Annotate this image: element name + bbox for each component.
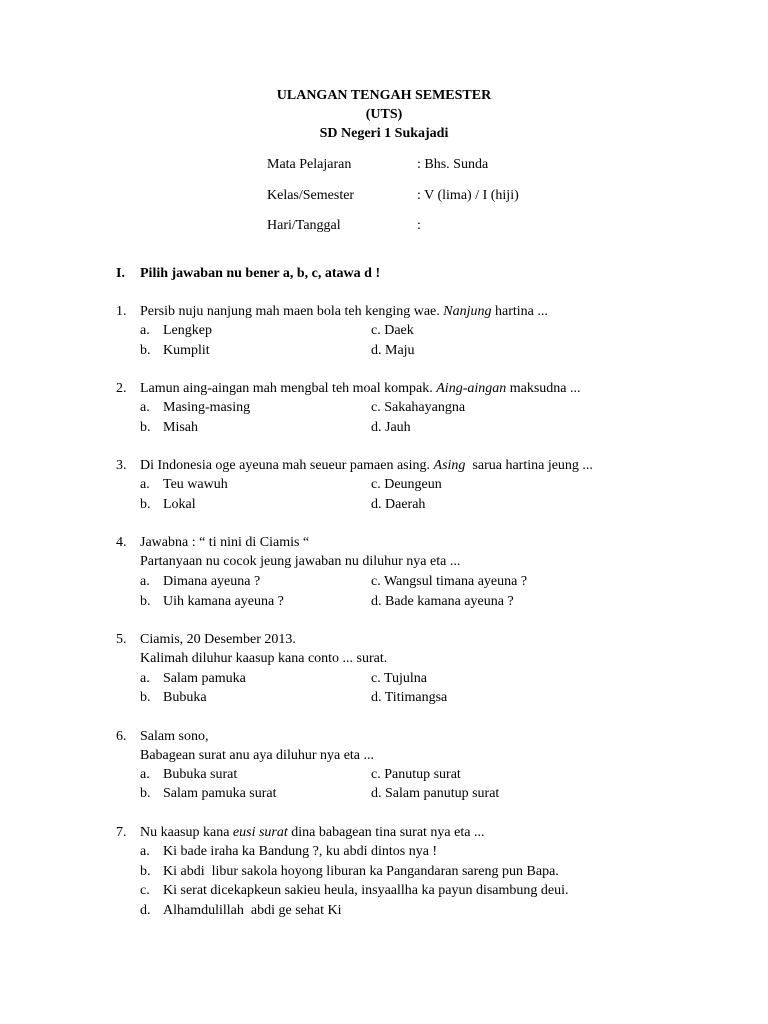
option-text: Maju: [385, 343, 415, 358]
option-d[interactable]: [371, 341, 415, 360]
option-text: Uih kamana ayeuna ?: [163, 594, 284, 609]
question-keyword: Asing: [433, 458, 466, 473]
option-a[interactable]: [140, 765, 237, 784]
option-c[interactable]: [140, 881, 569, 900]
option-c[interactable]: [371, 321, 414, 340]
option-a[interactable]: [140, 842, 437, 861]
option-text: Daerah: [385, 497, 426, 512]
question-number: 5.: [116, 632, 127, 647]
option-c[interactable]: [371, 475, 442, 494]
option-letter: a.: [140, 477, 150, 492]
question-number: 2.: [116, 381, 127, 396]
option-c[interactable]: [371, 669, 427, 688]
question-number: 4.: [116, 535, 127, 550]
option-b[interactable]: [140, 341, 210, 360]
option-letter: b.: [140, 786, 151, 801]
option-text: Salam pamuka: [163, 671, 246, 686]
option-b[interactable]: [140, 862, 559, 881]
option-text: Ki abdi libur sakola hoyong liburan ka Pangandaran sareng pun Bapa.: [163, 864, 559, 879]
option-c[interactable]: [371, 398, 465, 417]
option-text: Wangsul timana ayeuna ?: [383, 574, 528, 589]
option-c[interactable]: [371, 765, 461, 784]
question-number: 7.: [116, 825, 127, 840]
option-text: Bubuka: [163, 690, 207, 705]
option-letter: d.: [371, 786, 382, 801]
option-text: Panutup surat: [384, 767, 461, 782]
info-label-subject: Mata Pelajaran: [267, 157, 352, 172]
option-letter: d.: [371, 343, 382, 358]
question-text-part: Di Indonesia oge ayeuna mah seueur pamaen asing.: [140, 458, 434, 473]
option-text: Tujulna: [383, 671, 428, 686]
info-value-class: : V (lima) / I (hiji): [417, 188, 519, 203]
option-b[interactable]: [140, 784, 277, 803]
option-a[interactable]: [140, 321, 212, 340]
section-number: I.: [116, 266, 125, 281]
question-keyword: Aing-aingan: [436, 381, 507, 396]
info-label-class: Kelas/Semester: [267, 188, 355, 203]
option-text: Ki bade iraha ka Bandung ?, ku abdi dintos nya !: [163, 844, 438, 859]
option-text: Salam panutup surat: [385, 786, 500, 801]
question-keyword: Nanjung: [443, 304, 492, 319]
question-text-part: maksudna ...: [506, 381, 581, 396]
option-letter: d.: [140, 903, 151, 918]
option-letter: d.: [371, 690, 382, 705]
option-letter: c.: [371, 574, 381, 589]
option-a[interactable]: [140, 669, 246, 688]
option-text: Ki serat dicekapkeun sakieu heula, insyaallha ka payun disambung deui.: [163, 883, 569, 898]
option-a[interactable]: [140, 475, 228, 494]
option-letter: a.: [140, 671, 150, 686]
option-letter: b.: [140, 420, 151, 435]
question-text-part: sarua hartina jeung ...: [465, 458, 593, 473]
option-letter: b.: [140, 594, 151, 609]
info-value-subject: : Bhs. Sunda: [417, 157, 489, 172]
option-d[interactable]: [371, 592, 514, 611]
option-b[interactable]: [140, 688, 207, 707]
option-letter: a.: [140, 400, 150, 415]
question-keyword: eusi surat: [232, 825, 288, 840]
info-label-date: Hari/Tanggal: [267, 218, 341, 233]
option-b[interactable]: [140, 592, 284, 611]
option-b[interactable]: [140, 418, 198, 437]
option-text: Deungeun: [384, 477, 442, 492]
question-number: 6.: [116, 729, 127, 744]
question-text: [140, 823, 484, 842]
option-letter: d.: [371, 594, 382, 609]
option-text: Titimangsa: [384, 690, 448, 705]
option-text: Salam pamuka surat: [163, 786, 277, 801]
question-text-line2: Babagean surat anu aya diluhur nya eta ...: [140, 748, 375, 763]
option-d[interactable]: [371, 495, 425, 514]
option-text: Lokal: [163, 497, 196, 512]
option-letter: a.: [140, 323, 150, 338]
option-letter: c.: [140, 883, 150, 898]
option-text: Sakahayangna: [384, 400, 466, 415]
option-letter: a.: [140, 767, 150, 782]
option-letter: c.: [371, 400, 381, 415]
option-d[interactable]: [371, 688, 447, 707]
question-number: 1.: [116, 304, 127, 319]
school-name: SD Negeri 1 Sukajadi: [319, 126, 449, 141]
info-value-date: :: [417, 218, 421, 233]
option-letter: c.: [371, 767, 381, 782]
option-letter: b.: [140, 343, 151, 358]
option-b[interactable]: [140, 495, 196, 514]
option-c[interactable]: [371, 572, 527, 591]
question-text-part: hartina ...: [491, 304, 548, 319]
question-text-part: Nu kaasup kana: [140, 825, 233, 840]
option-letter: d.: [371, 497, 382, 512]
exam-subtitle: (UTS): [365, 107, 403, 122]
option-letter: c.: [371, 323, 381, 338]
question-text: Jawabna : “ ti nini di Ciamis “: [140, 535, 310, 550]
exam-title: ULANGAN TENGAH SEMESTER: [276, 88, 492, 103]
option-text: Teu wawuh: [163, 477, 228, 492]
option-letter: c.: [371, 477, 381, 492]
question-number: 3.: [116, 458, 127, 473]
question-text-part: Persib nuju nanjung mah maen bola teh kenging wae.: [140, 304, 444, 319]
option-d[interactable]: [371, 418, 411, 437]
option-letter: b.: [140, 497, 151, 512]
option-text: Kumplit: [163, 343, 210, 358]
option-d[interactable]: [371, 784, 499, 803]
option-text: Jauh: [385, 420, 411, 435]
question-text: [140, 456, 593, 475]
section-title: Pilih jawaban nu bener a, b, c, atawa d !: [140, 266, 381, 281]
question-text-line2: Kalimah diluhur kaasup kana conto ... surat.: [140, 651, 388, 666]
option-a[interactable]: [140, 398, 250, 417]
option-letter: d.: [371, 420, 382, 435]
option-text: Bade kamana ayeuna ?: [385, 594, 514, 609]
option-a[interactable]: [140, 572, 260, 591]
option-d[interactable]: [140, 901, 341, 920]
question-text: Salam sono,: [140, 729, 209, 744]
option-text: Misah: [163, 420, 198, 435]
question-text-part: Lamun aing-aingan mah mengbal teh moal kompak.: [140, 381, 437, 396]
option-text: Bubuka surat: [163, 767, 238, 782]
option-letter: a.: [140, 844, 150, 859]
question-text: [140, 302, 548, 321]
option-letter: a.: [140, 574, 150, 589]
question-text: [140, 379, 581, 398]
option-text: Masing-masing: [163, 400, 251, 415]
option-text: Daek: [384, 323, 414, 338]
question-text-line2: Partanyaan nu cocok jeung jawaban nu diluhur nya eta ...: [140, 554, 461, 569]
option-text: Lengkep: [163, 323, 212, 338]
option-letter: b.: [140, 864, 151, 879]
option-text: Dimana ayeuna ?: [163, 574, 261, 589]
option-letter: b.: [140, 690, 151, 705]
question-text-part: dina babagean tina surat nya eta ...: [287, 825, 485, 840]
option-letter: c.: [371, 671, 381, 686]
question-text: Ciamis, 20 Desember 2013.: [140, 632, 296, 647]
option-text: Alhamdulillah abdi ge sehat Ki: [163, 903, 342, 918]
